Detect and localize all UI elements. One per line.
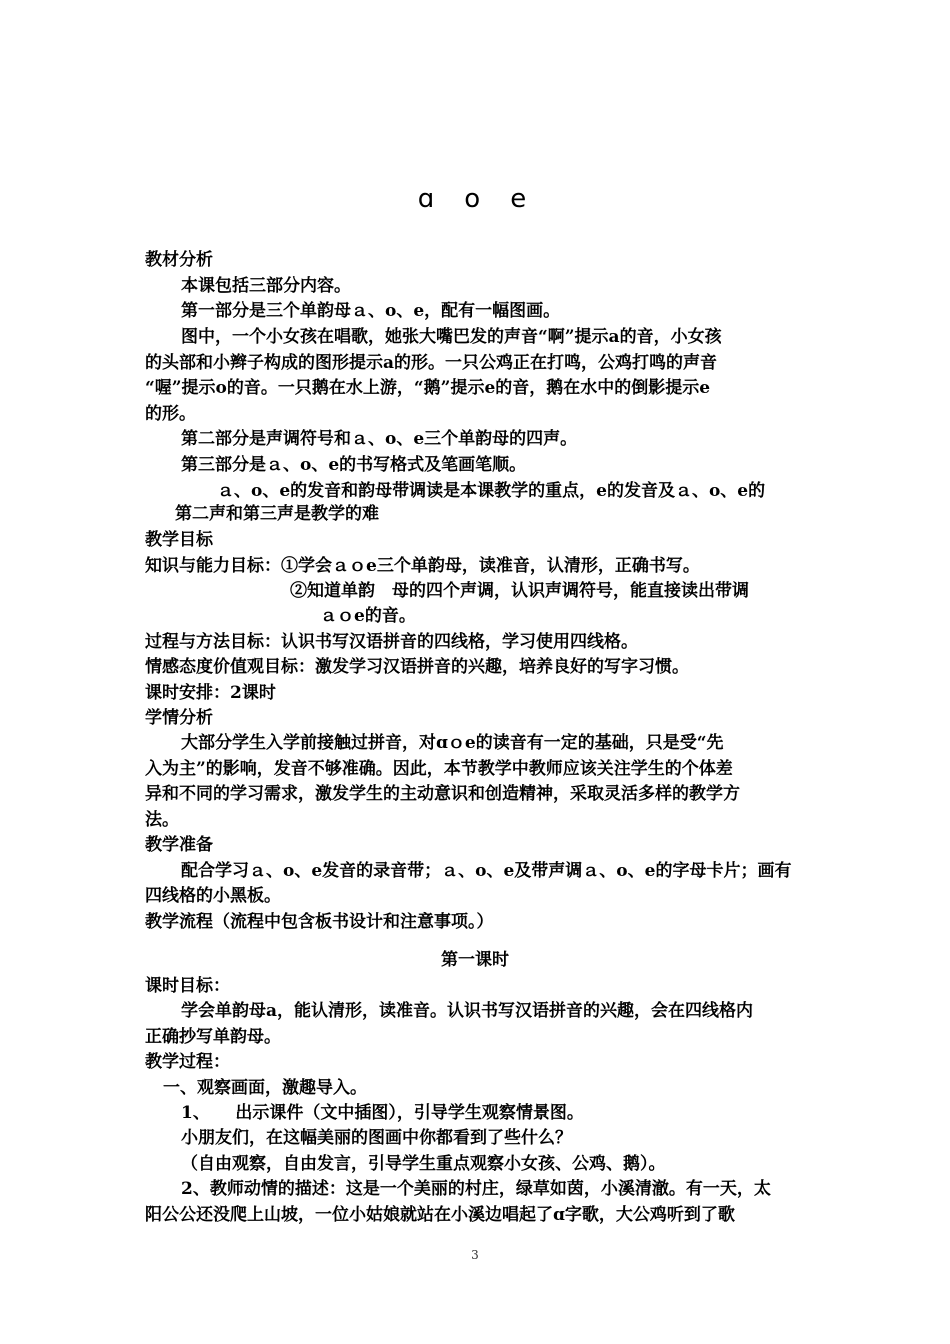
paragraph-line: 第二部分是声调符号和ａ、o、e三个单韵母的四声。: [181, 429, 578, 449]
paragraph-line: 异和不同的学习需求，激发学生的主动意识和创造精神，采取灵活多样的教学方: [145, 784, 740, 804]
paragraph-line: 2、教师动情的描述：这是一个美丽的村庄，绿草如茵，小溪清澈。有一天，太: [181, 1179, 771, 1199]
paragraph-line: 1、 出示课件（文中插图），引导学生观察情景图。: [181, 1103, 584, 1123]
paragraph-line: 法。: [145, 810, 179, 830]
title-letter-o: o: [464, 184, 487, 214]
paragraph-line: 教学流程（流程中包含板书设计和注意事项。）: [145, 912, 494, 932]
paragraph-line: 本课包括三部分内容。: [181, 276, 351, 296]
paragraph-line: 一、观察画面，激趣导入。: [163, 1078, 367, 1098]
paragraph-line: 过程与方法目标：认识书写汉语拼音的四线格，学习使用四线格。: [145, 632, 638, 652]
paragraph-line: ａ、o、e的发音和韵母带调读是本课教学的重点，e的发音及ａ、o、e的: [217, 481, 766, 501]
paragraph-line: 图中，一个小女孩在唱歌，她张大嘴巴发的声音“啊”提示a的音，小女孩: [181, 327, 722, 347]
paragraph-line: 入为主”的影响，发音不够准确。因此，本节教学中教师应该关注学生的个体差: [145, 759, 733, 779]
heading-teaching-prep: 教学准备: [145, 835, 213, 855]
paragraph-line: 第一部分是三个单韵母ａ、o、e，配有一幅图画。: [181, 301, 561, 321]
paragraph-line: 教学过程：: [145, 1052, 230, 1072]
paragraph-line: 的形。: [145, 404, 196, 424]
paragraph-line: 小朋友们，在这幅美丽的图画中你都看到了些什么？: [181, 1128, 572, 1148]
paragraph-line: 配合学习ａ、o、e发音的录音带；ａ、o、e及带声调ａ、o、e的字母卡片；画有: [181, 861, 792, 881]
paragraph-line: 情感态度价值观目标：激发学习汉语拼音的兴趣，培养良好的写字习惯。: [145, 657, 689, 677]
paragraph-line: ａｏe的音。: [320, 606, 416, 626]
heading-teaching-goals: 教学目标: [145, 530, 213, 550]
paragraph-line: 正确抄写单韵母。: [145, 1027, 281, 1047]
paragraph-line: 课时目标：: [145, 976, 230, 996]
paragraph-line: 课时安排：2课时: [145, 683, 276, 703]
lesson-title: [0, 184, 950, 214]
page-number: 3: [471, 1248, 479, 1262]
paragraph-line: 阳公公还没爬上山坡，一位小姑娘就站在小溪边唱起了ɑ字歌，大公鸡听到了歌: [145, 1205, 735, 1225]
paragraph-line: “喔”提示o的音。一只鹅在水上游，“鹅”提示e的音，鹅在水中的倒影提示e: [145, 378, 711, 398]
paragraph-line: 大部分学生入学前接触过拼音，对ɑｏe的读音有一定的基础，只是受“先: [181, 733, 724, 753]
title-letter-e: e: [510, 184, 533, 214]
section-heading-first-lesson: 第一课时: [441, 950, 509, 970]
heading-learner-analysis: 学情分析: [145, 708, 213, 728]
heading-textbook-analysis: 教材分析: [145, 250, 213, 270]
paragraph-line: 第三部分是ａ、o、e的书写格式及笔画笔顺。: [181, 455, 527, 475]
paragraph-line: 第二声和第三声是教学的难: [175, 504, 379, 524]
paragraph-line: 四线格的小黑板。: [145, 886, 281, 906]
paragraph-line: （自由观察，自由发言，引导学生重点观察小女孩、公鸡、鹅）。: [181, 1154, 666, 1174]
title-letter-a: ɑ: [417, 184, 441, 214]
paragraph-line: 的头部和小辫子构成的图形提示a的形。一只公鸡正在打鸣，公鸡打鸣的声音: [145, 353, 718, 373]
paragraph-line: ②知道单韵 母的四个声调，认识声调符号，能直接读出带调: [290, 581, 749, 601]
paragraph-line: 学会单韵母a，能认清形，读准音。认识书写汉语拼音的兴趣，会在四线格内: [181, 1001, 754, 1021]
paragraph-line: 知识与能力目标：①学会ａｏe三个单韵母，读准音，认清形，正确书写。: [145, 556, 700, 576]
